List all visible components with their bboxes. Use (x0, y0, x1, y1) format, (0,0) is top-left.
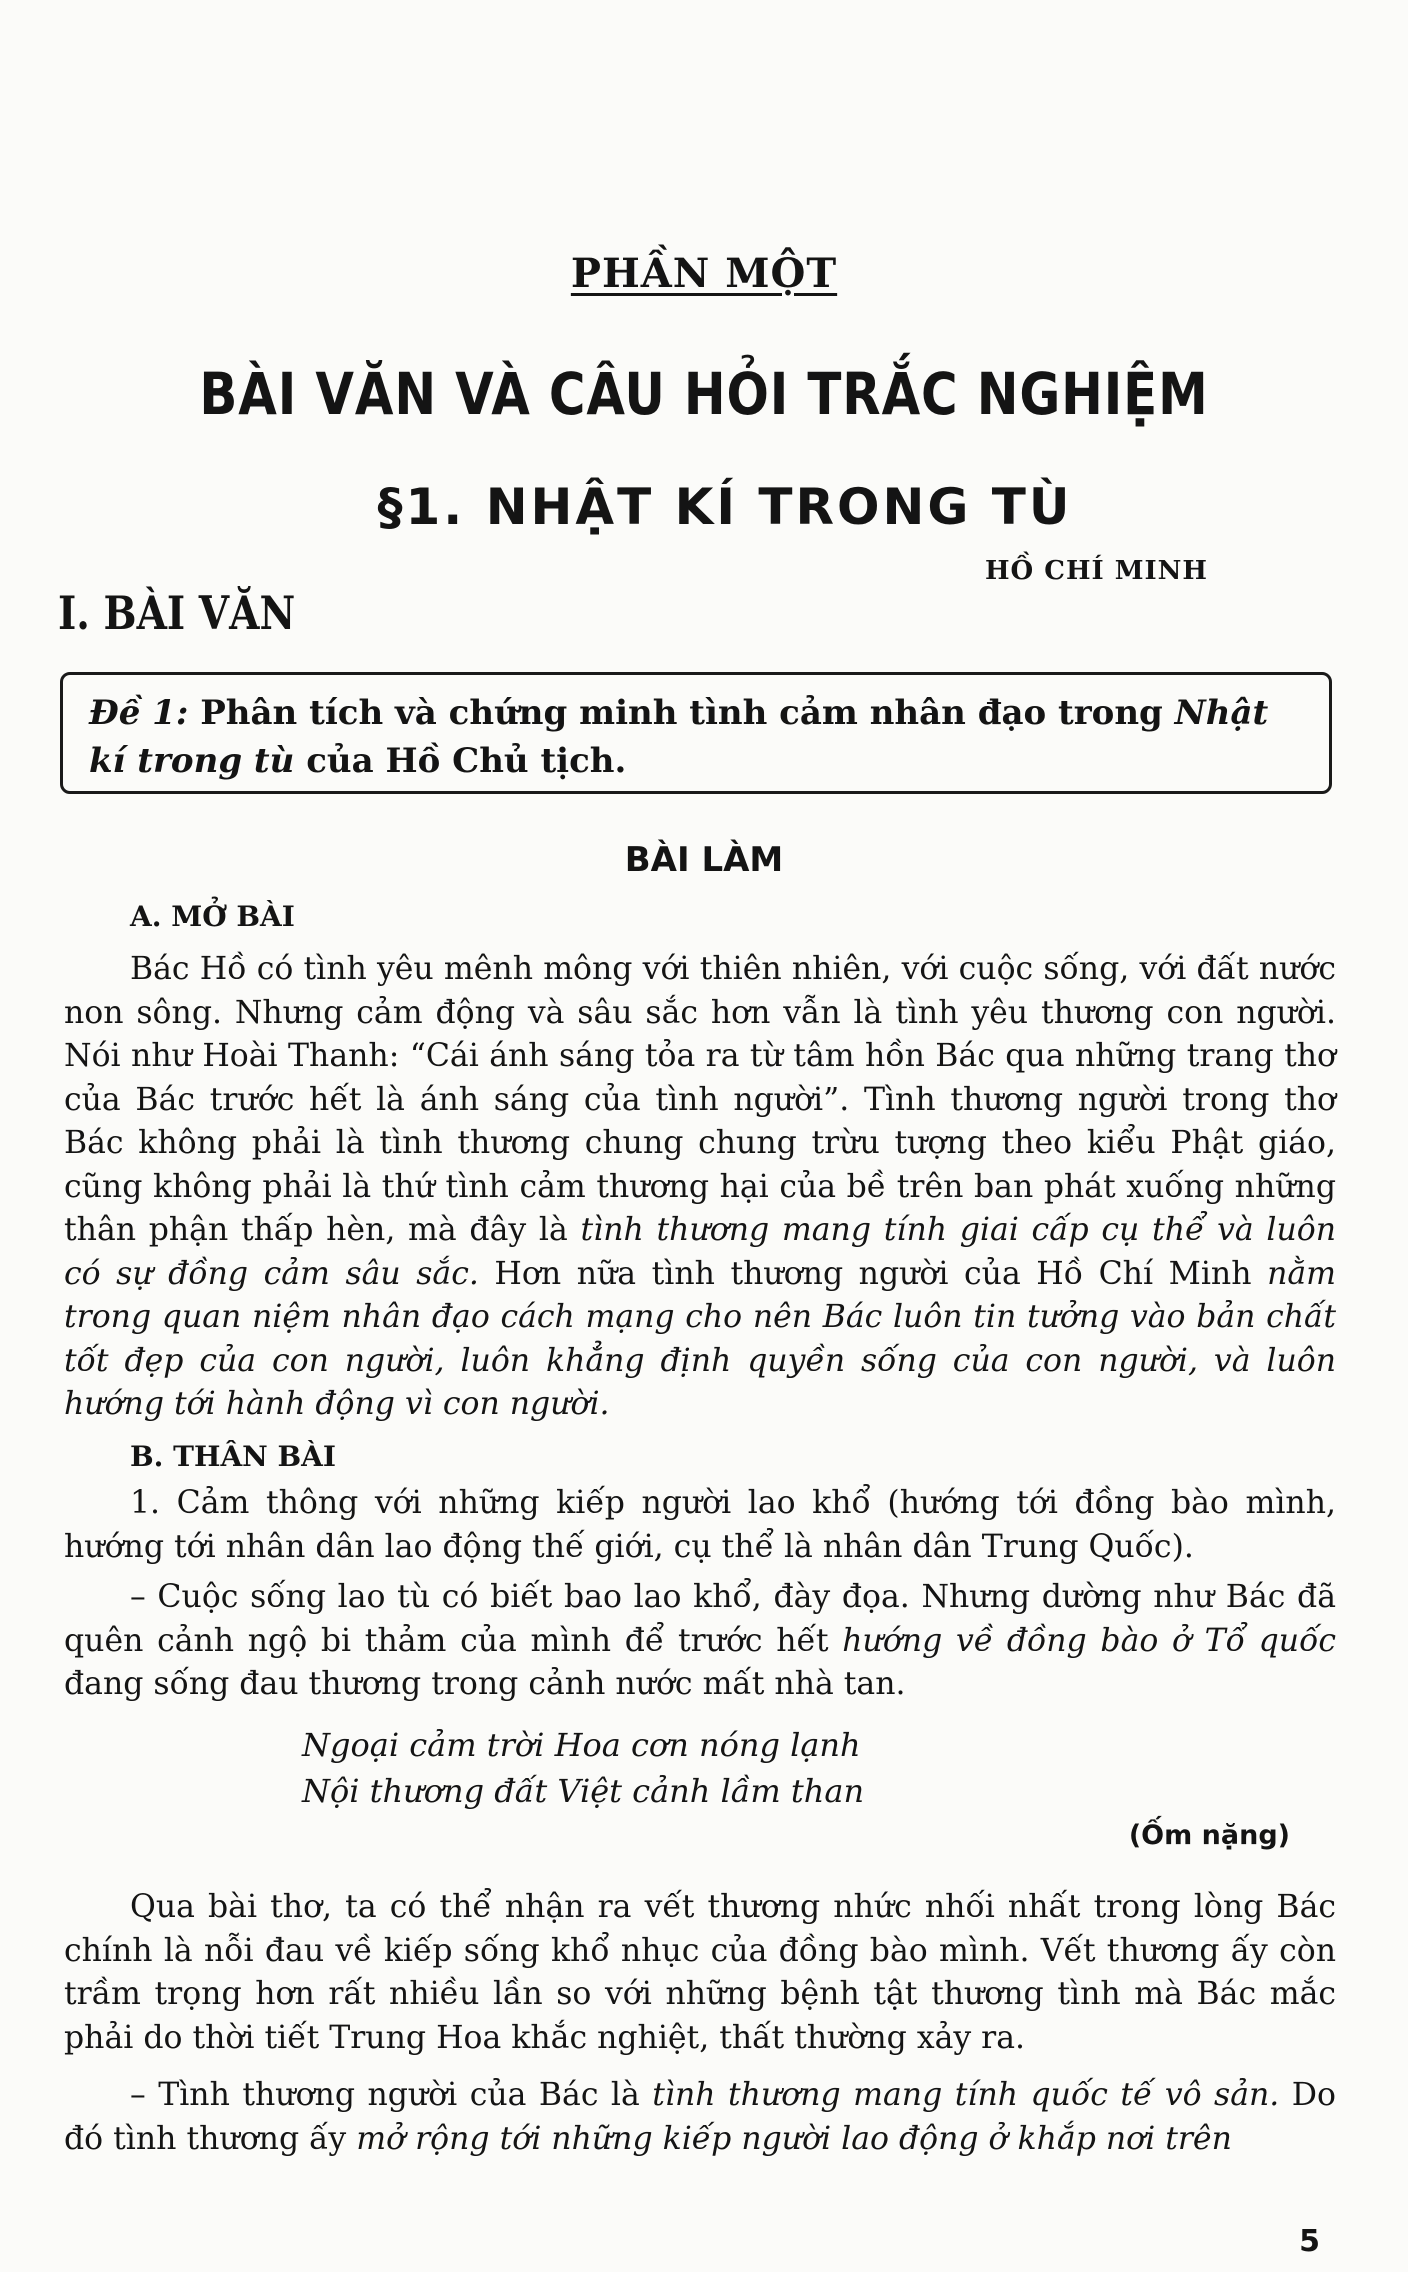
bai-lam-heading: BÀI LÀM (624, 840, 784, 880)
paragraph-1-text-2: Hơn nữa tình thương người của Hồ Chí Minh (478, 1255, 1268, 1292)
paragraph-3-text-1: – Cuộc sống lao tù có biết bao lao khổ, đày đọa. Nhưng dường như Bác đã quên cảnh ngộ bi thảm của mình để trước hết (64, 1579, 1336, 1659)
topic-label: Đề 1: (89, 693, 189, 733)
paragraph-1-italic-1: tình thương mang tính giai cấp cụ thể và luôn có sự đồng cảm sâu sắc. (64, 1212, 1336, 1292)
topic-text-a: Phân tích và chứng minh tình cảm nhân đạo trong (188, 693, 1175, 733)
paragraph-3-text-2: đang sống đau thương trong cảnh nước mất nhà tan. (64, 1666, 906, 1702)
section-heading: I. BÀI VĂN (58, 586, 296, 640)
poem-line-1: Ngoại cảm trời Hoa cơn nóng lạnh (302, 1726, 861, 1764)
author: HỒ CHÍ MINH (984, 556, 1208, 586)
topic-text-b: của Hồ Chủ tịch. (294, 741, 627, 781)
poem-source: (Ốm nặng) (1128, 1820, 1290, 1851)
part-label-text: PHẦN MỘT (570, 250, 838, 297)
paragraph-5-italic-2: mở rộng tới những kiếp người lao động ở khắp nơi trên (356, 2120, 1232, 2157)
paragraph-4: Qua bài thơ, ta có thể nhận ra vết thương nhức nhối nhất trong lòng Bác chính là nỗi đau về kiếp sống khổ nhục của đồng bào mình. Vết thương ấy còn trầm trọng hơn rất nhiều lần so với những bệnh tật thương tình mà Bác mắc phải do thời tiết Trung Hoa khắc nghiệt, thất thường xảy ra. (64, 1889, 1336, 2056)
paragraph-1-italic-2: nằm trong quan niệm nhân đạo cách mạng cho nên Bác luôn tin tưởng vào bản chất tốt đẹp của con người, luôn khẳng định quyền sống của con người, và luôn hướng tới hành động vì con người. (64, 1255, 1336, 1422)
poem (302, 1722, 864, 1814)
paragraph-1 (64, 948, 1336, 1427)
section-title: §1. NHẬT KÍ TRONG TÙ (377, 478, 1073, 536)
topic-work-title: Nhật kí trong tù (89, 693, 1269, 781)
paragraph-3-italic-1: hướng về đồng bào ở Tổ quốc (842, 1622, 1336, 1659)
part-label (0, 250, 1408, 297)
paragraph-2: 1. Cảm thông với những kiếp người lao khổ (hướng tới đồng bào mình, hướng tới nhân dân lao động thế giới, cụ thể là nhân dân Trung Quốc). (64, 1485, 1336, 1565)
heading-mo-bai: A. MỞ BÀI (130, 900, 295, 933)
topic-box (60, 672, 1332, 794)
paragraph-5 (64, 2074, 1336, 2161)
paragraph-1-text-1: Bác Hồ có tình yêu mênh mông với thiên nhiên, với cuộc sống, với đất nước non sông. Nhưng cảm động và sâu sắc hơn vẫn là tình yêu thương con người. Nói như Hoài Thanh: “Cái ánh sáng tỏa ra từ tâm hồn Bác qua những trang thơ của Bác trước hết là ánh sáng của tình người”. Tình thương người trong thơ Bác không phải là tình thương chung chung trừu tượng theo kiểu Phật giáo, cũng không phải là thứ tình cảm thương hại của bề trên ban phát xuống những thân phận thấp hèn, mà đây là (64, 951, 1336, 1248)
main-title: BÀI VĂN VÀ CÂU HỎI TRẮC NGHIỆM (199, 360, 1209, 428)
paragraph-5-italic-1: tình thương mang tính quốc tế vô sản. (652, 2077, 1280, 2113)
paragraph-5-text-1: – Tình thương người của Bác là (130, 2077, 653, 2113)
heading-than-bai: B. THÂN BÀI (130, 1440, 337, 1473)
page-number: 5 (1299, 2224, 1320, 2259)
paragraph-3 (64, 1576, 1336, 1707)
paragraph-5-text-2: Do đó tình thương ấy (64, 2077, 1337, 2157)
poem-line-2: Nội thương đất Việt cảnh lầm than (302, 1772, 865, 1810)
